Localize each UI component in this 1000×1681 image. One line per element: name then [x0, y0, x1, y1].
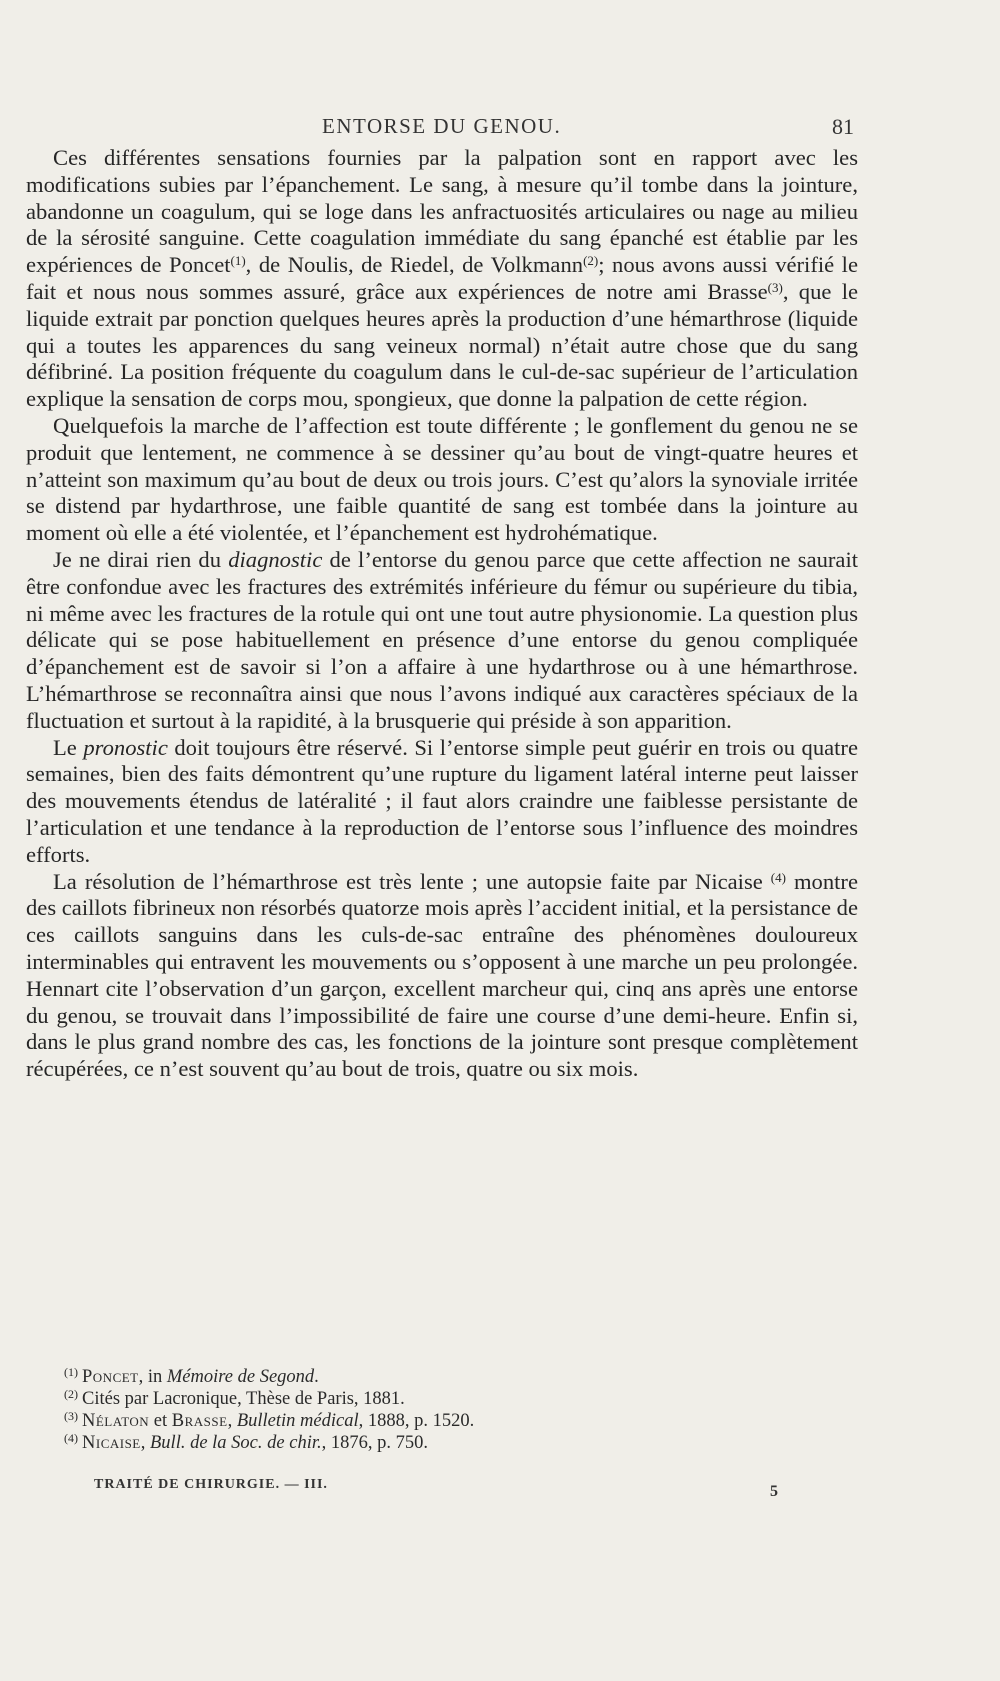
paragraph-resolution: [26, 869, 858, 1083]
term-pronostic: pronostic: [83, 734, 168, 760]
paragraph-text: de l’entorse du genou parce que cette affection ne saurait être confondue avec les fractures des extrémités inférieure du fémur ou supérieure du tibia, ni même avec les fractures de la rotule qui ont une tout autre physionomie. La question plus délicate qui se pose habituellement en présence d’une entorse du genou compliquée d’épanchement est de savoir si l’on a affaire à une hydarthrose ou à une hémarthrose. L’hémarthrose se reconnaîtra ainsi que nous l’avons indiqué aux caractères spéciaux de la fluctuation et surtout à la rapidité, à la brusquerie qui préside à son apparition.: [26, 546, 858, 733]
footnote-work: Bulletin médical: [236, 1411, 359, 1431]
paragraph-text: montre des caillots fibrineux non résorbés quatorze mois après l’accident initial, et la persistance de ces caillots sanguins dans les culs-de-sac entraîne des phénomènes douloureux interminables qui entravent les mouvements ou s’opposent à une marche un peu prolongée. Hennart cite l’observation d’un garçon, excellent marcheur qui, cinq ans après une entorse du genou, se trouvait dans l’impossibilité de faire une course d’une demi-heure. Enfin si, dans le plus grand nombre des cas, les fonctions de la jointure sont presque complètement récupérées, ce n’est souvent qu’au bout de trois, quatre ou six mois.: [26, 868, 858, 1082]
footnote-ref-4: (4): [770, 869, 786, 885]
footnote-rest: , 1888, p. 1520.: [358, 1411, 475, 1431]
paragraph-text: La résolution de l’hémarthrose est très lente ; une autopsie faite par Nicaise: [53, 868, 771, 894]
paragraph-diagnostic: [26, 547, 858, 735]
term-diagnostic: diagnostic: [228, 546, 323, 572]
footnote-author: Brasse: [171, 1411, 228, 1431]
paragraph-text: Le: [53, 734, 84, 760]
paragraph-text: , de Noulis, de Riedel, de Volkmann: [245, 252, 584, 278]
signature-label: TRAITÉ DE CHIRURGIE. — III.: [94, 1477, 328, 1492]
footnote-author: Nicaise: [82, 1433, 141, 1453]
footnote-rest: Cités par Lacronique, Thèse de Paris, 1881.: [82, 1389, 405, 1409]
running-title: ENTORSE DU GENOU.: [322, 114, 562, 138]
footnote-3: [64, 1410, 584, 1432]
footnote-mark: (4): [64, 1431, 78, 1445]
page-number: 81: [832, 114, 854, 139]
footnote-1: [64, 1366, 584, 1388]
footnote-author: Nélaton: [82, 1411, 150, 1431]
body-text: [26, 145, 858, 1083]
footnotes: [64, 1366, 584, 1454]
paragraph-text: Ces différentes sensations fournies par la palpation sont en rapport avec les modifications subies par l’épanchement. Le sang, à mesure qu’il tombe dans la jointure, abandonne un coagulum, qui se loge dans les anfractuosités articulaires ou nage au milieu de la sérosité sanguine. Cette coagulation immédiate du sang épanché est établie par les expériences de Poncet: [26, 145, 858, 278]
signature-line: [0, 1473, 1000, 1503]
paragraph-coagulation: [26, 145, 858, 413]
footnote-separator: ,: [140, 1433, 150, 1453]
paragraph-hydarthrose: Quelquefois la marche de l’affection est toute différente ; le gonflement du genou ne se produit que lentement, ne commence à se dessiner qu’au bout de vingt-quatre heures et n’atteint son maximum qu’au bout de deux ou trois jours. C’est qu’alors la synoviale irritée se distend par hydarthrose, une faible quantité de sang est tombée dans la jointure au moment où elle a été violentée, et l’épanchement est hydrohématique.: [26, 412, 858, 546]
footnote-mark: (3): [64, 1409, 78, 1423]
footnote-mark: (2): [64, 1387, 78, 1401]
footnote-author: Poncet: [82, 1367, 139, 1387]
footnote-mark: (1): [64, 1365, 78, 1379]
paragraph-text: doit toujours être réservé. Si l’entorse simple peut guérir en trois ou quatre semaines, bien des faits démontrent qu’une rupture du ligament latéral interne peut laisser des mouvements étendus de latéralité ; il faut alors craindre une faiblesse persistante de l’articulation et une tendance à la reproduction de l’entorse sous l’influence des moindres efforts.: [26, 734, 858, 867]
footnote-ref-1: (1): [230, 253, 246, 269]
paragraph-text: , que le liquide extrait par ponction quelques heures après la production d’une hémarthrose (liquide qui a toutes les apparences du sang veineux normal) n’était autre chose que du sang défibriné. La position fréquente du coagulum dans le cul-de-sac supérieur de l’articulation explique la sensation de corps mou, spongieux, que donne la palpation de cette région.: [26, 278, 858, 412]
footnote-rest: .: [314, 1367, 319, 1387]
footnote-2: [64, 1388, 584, 1410]
signature-number: 5: [770, 1483, 778, 1500]
footnote-rest: , 1876, p. 750.: [321, 1433, 428, 1453]
paragraph-text: Je ne dirai rien du: [53, 546, 229, 572]
footnote-4: [64, 1432, 584, 1454]
footnote-ref-2: (2): [583, 253, 599, 269]
footnote-separator: ,: [227, 1411, 237, 1431]
footnote-ref-3: (3): [767, 279, 783, 295]
footnote-work: Bull. de la Soc. de chir.: [150, 1433, 322, 1453]
footnote-separator: et: [149, 1411, 172, 1431]
running-head: [0, 108, 1000, 142]
footnote-separator: , in: [138, 1367, 167, 1387]
paragraph-pronostic: [26, 735, 858, 869]
footnote-work: Mémoire de Segond: [166, 1367, 315, 1387]
paragraph-text: ; nous avons aussi vérifié le fait et nous nous sommes assuré, grâce aux expériences de notre ami Brasse: [26, 252, 858, 304]
